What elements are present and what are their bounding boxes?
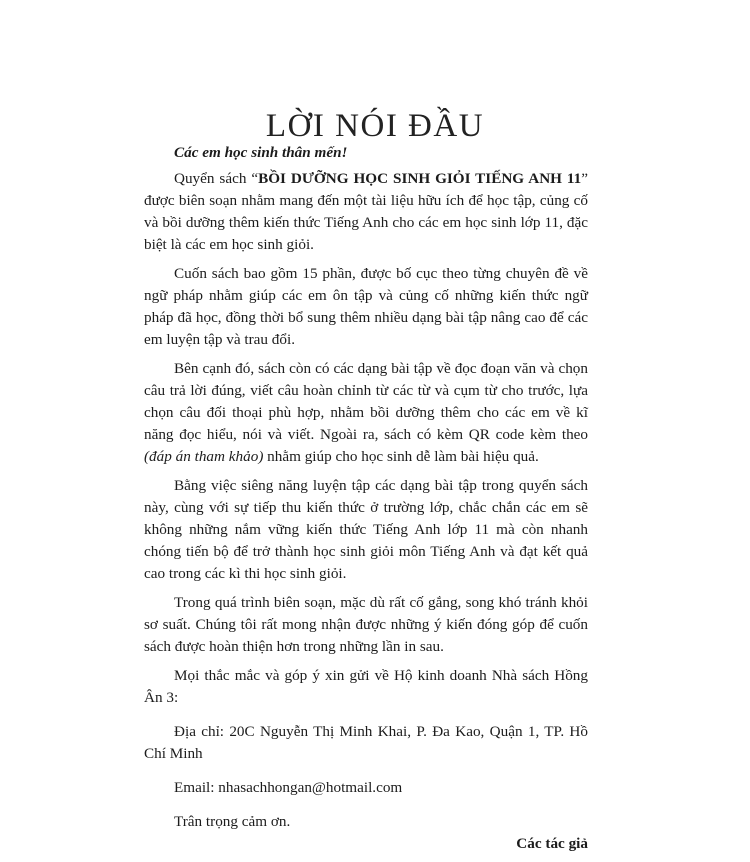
thanks-line: Trân trọng cảm ơn.: [174, 813, 291, 830]
contact-address: Địa chỉ: 20C Nguyễn Thị Minh Khai, P. Đa Kao, Quận 1, TP. Hồ Chí Minh: [144, 723, 588, 762]
paragraph-structure: Cuốn sách bao gồm 15 phần, được bố cục theo từng chuyên đề về ngữ pháp nhằm giúp các em ôn tập và củng cố những kiến thức ngữ pháp đã học, đồng thời bổ sung thêm nhiều dạng bài tập nâng cao để các em luyện tập và trau đổi.: [144, 265, 588, 348]
exercises-pre: Bên cạnh đó, sách còn có các dạng bài tập về đọc đoạn văn và chọn câu trả lời đúng, viết câu hoàn chỉnh từ các từ và cụm từ cho trước, lựa chọn câu đối thoại phù hợp, nhằm bồi dưỡng thêm cho các em về kĩ năng đọc hiểu, nói và viết. Ngoài ra, sách có kèm QR code kèm theo: [144, 360, 588, 443]
paragraph-feedback: Trong quá trình biên soạn, mặc dù rất cố gắng, song khó tránh khỏi sơ suất. Chúng tôi rất mong nhận được những ý kiến đóng góp để cuốn sách được hoàn thiện hơn trong những lần in sau.: [144, 594, 588, 655]
paragraph-exercises: [144, 358, 588, 468]
contact-email: Email: nhasachhongan@hotmail.com: [174, 779, 403, 796]
exercises-post: nhằm giúp cho học sinh dễ làm bài hiệu quả.: [263, 448, 539, 465]
page-title: LỜI NÓI ĐẦU: [265, 108, 485, 145]
greeting: Các em học sinh thân mến!: [174, 144, 348, 161]
contact-intro: Mọi thắc mắc và góp ý xin gửi về Hộ kinh doanh Nhà sách Hồng Ân 3:: [144, 667, 588, 706]
paragraph-intro: [144, 168, 588, 256]
preface-body: [144, 142, 588, 862]
intro-post: ” được biên soạn nhằm mang đến một tài liệu hữu ích để học tập, củng cố và bồi dưỡng thêm kiến thức Tiếng Anh cho các em học sinh lớp 11, đặc biệt là các em học sinh giỏi.: [144, 170, 589, 253]
book-title: BỒI DƯỠNG HỌC SINH GIỎI TIẾNG ANH 11: [258, 170, 582, 187]
intro-pre: Quyển sách “: [174, 170, 259, 187]
signature: Các tác giả: [516, 835, 588, 852]
answers-note: (đáp án tham khảo): [144, 448, 264, 465]
paragraph-practice: Bằng việc siêng năng luyện tập các dạng bài tập trong quyển sách này, cùng với sự tiếp thu kiến thức ở trường lớp, chắc chắn các em sẽ không những nắm vững kiến thức Tiếng Anh lớp 11 mà còn nhanh chóng tiến bộ để trở thành học sinh giỏi môn Tiếng Anh và đạt kết quả cao trong các kì thi học sinh giỏi.: [144, 477, 588, 582]
